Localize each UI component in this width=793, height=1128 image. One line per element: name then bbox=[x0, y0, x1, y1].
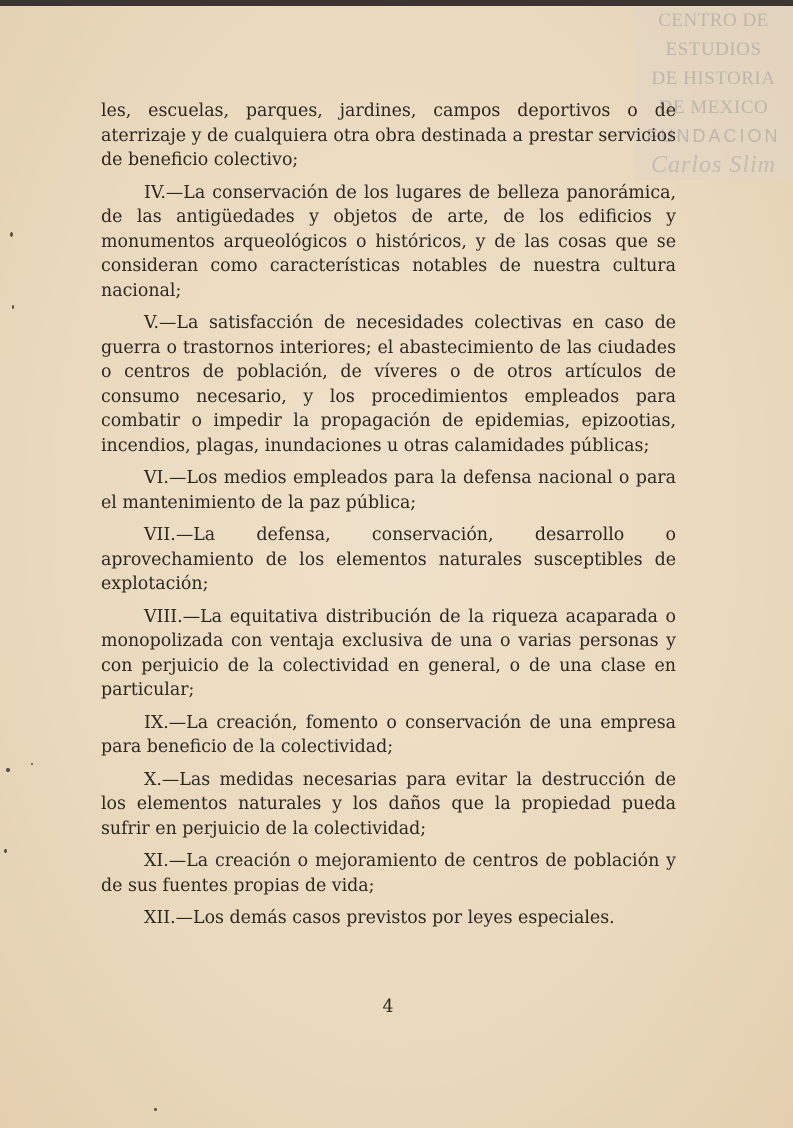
watermark-line: CENTRO DE bbox=[658, 10, 769, 31]
paragraph: V.—La satisfacción de necesidades colectivas en caso de guerra o trastornos interiores; el abastecimiento de las ciudades o centros de población, de víveres o de otros artículos de consumo necesario, y los procedimientos empleados para combatir o impedir la propagación de epidemias, epizootias, incendios, plagas, inundaciones u otras calamidades públicas; bbox=[101, 313, 676, 456]
watermark-line: DE HISTORIA bbox=[651, 68, 776, 89]
paragraph: VII.—La defensa, conservación, desarrollo o aprovechamiento de los elementos naturales susceptibles de explotación; bbox=[101, 525, 676, 594]
paper-speck bbox=[4, 849, 7, 853]
paper-speck bbox=[154, 1108, 157, 1111]
paragraph: XI.—La creación o mejoramiento de centros de población y de sus fuentes propias de vida; bbox=[101, 851, 676, 896]
paper-speck bbox=[31, 763, 33, 765]
paragraph: les, escuelas, parques, jardines, campos deportivos o de aterrizaje y de cualquiera otra obra destinada a prestar servicios de beneficio colectivo; bbox=[101, 101, 676, 170]
paragraph: VI.—Los medios empleados para la defensa nacional o para el mantenimiento de la paz pública; bbox=[101, 468, 676, 513]
body-text bbox=[101, 99, 676, 939]
paper-speck bbox=[6, 768, 10, 772]
paper-speck bbox=[10, 232, 13, 237]
watermark-signature: Carlos Slim bbox=[650, 152, 777, 178]
page-number: 4 bbox=[382, 997, 394, 1017]
paragraph: IX.—La creación, fomento o conservación de una empresa para beneficio de la colectividad; bbox=[101, 712, 676, 757]
paragraph: VIII.—La equitativa distribución de la riqueza acaparada o monopolizada con ventaja exclusiva de una o varias personas y con perjuicio de la colectividad en general, o de una clase en particular; bbox=[101, 606, 676, 700]
paragraph: XII.—Los demás casos previstos por leyes especiales. bbox=[144, 908, 615, 928]
paragraph: X.—Las medidas necesarias para evitar la destrucción de los elementos naturales y los daños que la propiedad pueda sufrir en perjuicio de la colectividad; bbox=[101, 769, 676, 839]
watermark-line: FUNDACION bbox=[646, 126, 781, 146]
watermark-line: ESTUDIOS bbox=[665, 39, 762, 60]
paragraph: IV.—La conservación de los lugares de belleza panorámica, de las antigüedades y objetos de arte, de los edificios y monumentos arqueológicos o históricos, y de las cosas que se consideran como características notables de nuestra cultura nacional; bbox=[101, 182, 676, 301]
paper-speck bbox=[12, 305, 14, 309]
watermark-line: DE MEXICO bbox=[658, 97, 769, 118]
